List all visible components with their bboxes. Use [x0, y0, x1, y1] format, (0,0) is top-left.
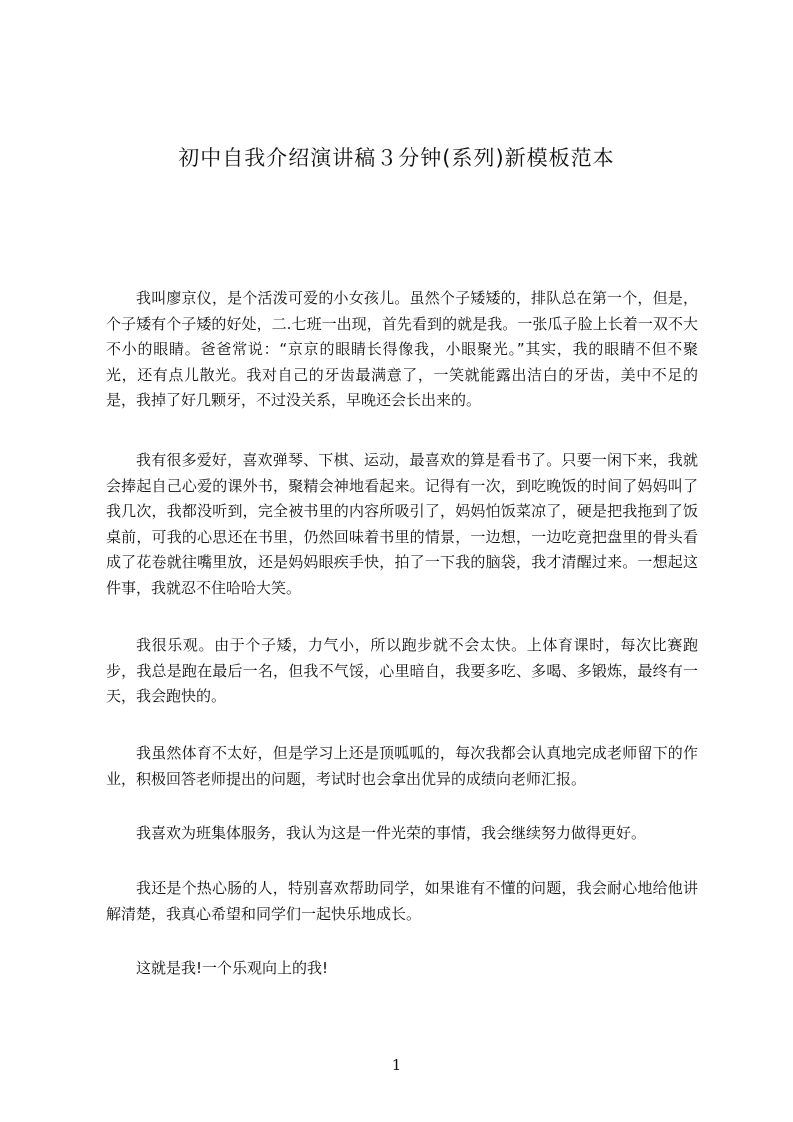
- paragraph-conclusion: 这就是我!一个乐观向上的我!: [136, 959, 329, 977]
- paragraph-optimism: 我很乐观。由于个子矮，力气小，所以跑步就不会太快。上体育课时，每次比赛跑步，我总是跑在最后一名，但我不气馁，心里暗自，我要多吃、多喝、多锻炼，最终有一天，我会跑快的。: [106, 636, 698, 705]
- paragraph-hobbies: 我有很多爱好，喜欢弹琴、下棋、运动，最喜欢的算是看书了。只要一闲下来，我就会捧起自己心爱的课外书，聚精会神地看起来。记得有一次，到吃晚饭的时间了妈妈叫了我几次，我都没听到，完全被书里的内容所吸引了，妈妈怕饭菜凉了，硬是把我拖到了饭桌前，可我的心思还在书里，仍然回味着书里的情景，一边想，一边吃竟把盘里的骨头看成了花卷就往嘴里放，还是妈妈眼疾手快，拍了一下我的脑袋，我才清醒过来。一想起这件事，我就忍不住哈哈大笑。: [106, 451, 698, 597]
- paragraph-class-service: 我喜欢为班集体服务，我认为这是一件光荣的事情，我会继续努力做得更好。: [136, 824, 647, 842]
- paragraph-helpfulness: 我还是个热心肠的人，特别喜欢帮助同学，如果谁有不懂的问题，我会耐心地给他讲解清楚，我真心希望和同学们一起快乐地成长。: [106, 879, 698, 923]
- paragraph-study: 我虽然体育不太好，但是学习上还是顶呱呱的，每次我都会认真地完成老师留下的作业，积极回答老师提出的问题，考试时也会拿出优异的成绩向老师汇报。: [106, 744, 698, 788]
- document-title: 初中自我介绍演讲稿３分钟(系列)新模板范本: [178, 146, 615, 170]
- page-number: 1: [391, 1056, 402, 1074]
- paragraph-appearance: 我叫廖京仪，是个活泼可爱的小女孩儿。虽然个子矮矮的，排队总在第一个，但是，个子矮有个子矮的好处，二.七班一出现，首先看到的就是我。一张瓜子脸上长着一双不大不小的眼睛。爸爸常说：“京京的眼睛长得像我，小眼聚光。”其实，我的眼睛不但不聚光，还有点儿散光。我对自己的牙齿最满意了，一笑就能露出洁白的牙齿，美中不足的是，我掉了好几颗牙，不过没关系，早晚还会长出来的。: [106, 289, 698, 409]
